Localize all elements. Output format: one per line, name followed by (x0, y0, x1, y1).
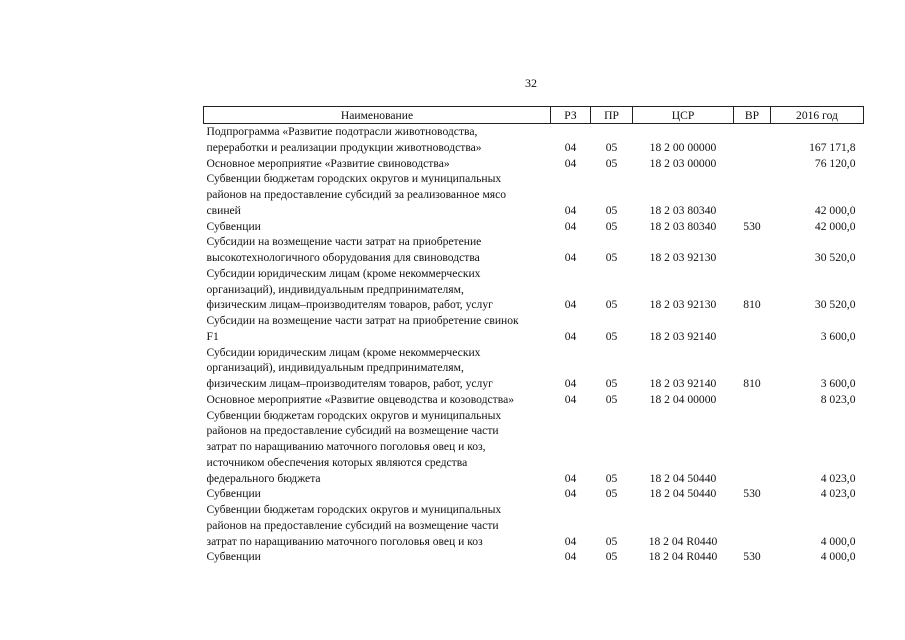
row-rz: 04 (564, 534, 577, 548)
row-name-line: физическим лицам–производителям товаров, работ, услуг (206, 377, 493, 390)
header-csr: ЦСР (633, 107, 734, 124)
row-amount: 3 600,0 (820, 377, 856, 390)
row-vr (734, 156, 771, 172)
row-csr: 18 2 04 50440 (649, 487, 717, 501)
row-vr: 530 (743, 550, 761, 564)
header-year: 2016 год (771, 107, 864, 124)
header-rz: РЗ (551, 107, 591, 124)
row-name-line: Основное мероприятие «Развитие овцеводства и козоводства» (206, 392, 515, 406)
row-name (204, 171, 551, 218)
row-pr: 05 (605, 471, 618, 485)
row-vr (734, 408, 771, 487)
row-name-line: Субсидии юридическим лицам (кроме некоммерческих (206, 266, 481, 280)
row-name-line: свиней (206, 203, 241, 217)
row-csr: 18 2 03 92140 (649, 377, 717, 390)
table-row (204, 234, 864, 266)
row-vr: 810 (743, 377, 761, 390)
row-amount: 4 000,0 (820, 550, 856, 564)
table-row (204, 266, 864, 313)
row-csr: 18 2 00 00000 (649, 140, 717, 154)
row-name-line: F1 (206, 329, 219, 343)
row-amount: 167 171,8 (809, 140, 856, 154)
row-amount: 4 023,0 (820, 471, 856, 485)
row-name (204, 392, 551, 408)
row-amount: 30 520,0 (814, 251, 856, 264)
row-name (204, 234, 551, 266)
row-name (204, 345, 551, 392)
row-vr (734, 502, 771, 549)
row-pr: 05 (605, 377, 618, 390)
row-rz: 04 (564, 329, 577, 343)
table-row (204, 219, 864, 235)
row-pr: 05 (605, 550, 618, 564)
table-row (204, 345, 864, 392)
row-csr: 18 2 03 80340 (649, 219, 717, 233)
row-name-line: Субвенции (206, 487, 261, 501)
row-csr: 18 2 03 92130 (649, 251, 717, 264)
table-body (204, 124, 864, 566)
row-name-line: физическим лицам–производителям товаров, работ, услуг (206, 298, 493, 312)
row-name-line: Субсидии на возмещение части затрат на приобретение (206, 235, 482, 249)
row-name-line: высокотехнологичного оборудования для свиноводства (206, 251, 480, 264)
row-name-line: организаций), индивидуальным предпринимателям, (206, 361, 464, 375)
row-name-line: Субсидии юридическим лицам (кроме некоммерческих (206, 345, 481, 359)
row-csr: 18 2 03 92130 (649, 298, 717, 312)
row-name (204, 408, 551, 487)
row-csr: 18 2 03 92140 (649, 329, 717, 343)
row-csr: 18 2 04 R0440 (648, 534, 718, 548)
row-rz: 04 (564, 392, 577, 406)
row-name-line: районов на предоставление субсидий на возмещение части (206, 424, 499, 438)
row-name (204, 124, 551, 156)
row-vr (734, 124, 771, 156)
table-row (204, 392, 864, 408)
row-name (204, 219, 551, 235)
row-amount: 4 000,0 (820, 534, 856, 548)
row-csr: 18 2 04 00000 (649, 392, 717, 406)
row-rz: 04 (564, 219, 577, 233)
row-name (204, 486, 551, 502)
row-name (204, 156, 551, 172)
row-amount: 8 023,0 (820, 392, 856, 406)
row-rz: 04 (564, 203, 577, 217)
row-csr: 18 2 04 50440 (649, 471, 717, 485)
table-row (204, 408, 864, 487)
row-pr: 05 (605, 534, 618, 548)
table-header-row (204, 107, 864, 124)
row-pr: 05 (605, 219, 618, 233)
table-row (204, 156, 864, 172)
row-name-line: федерального бюджета (206, 471, 321, 485)
row-name-line: Субвенции бюджетам городских округов и муниципальных (206, 408, 502, 422)
row-csr: 18 2 03 00000 (649, 156, 717, 170)
row-name (204, 549, 551, 565)
row-vr: 810 (743, 298, 761, 312)
row-amount: 42 000,0 (814, 219, 856, 233)
row-pr: 05 (605, 487, 618, 501)
row-name (204, 502, 551, 549)
row-name (204, 313, 551, 345)
row-pr: 05 (605, 140, 618, 154)
row-pr: 05 (605, 203, 618, 217)
row-name-line: организаций), индивидуальным предпринимателям, (206, 282, 464, 296)
row-vr (734, 234, 771, 266)
row-name-line: Субвенции (206, 219, 261, 233)
row-name-line: Подпрограмма «Развитие подотрасли животноводства, (206, 125, 478, 138)
header-vr: ВР (734, 107, 771, 124)
table-row (204, 124, 864, 156)
table-row (204, 502, 864, 549)
row-vr: 530 (743, 219, 761, 233)
row-pr: 05 (605, 392, 618, 406)
row-rz: 04 (564, 550, 577, 564)
table-row (204, 171, 864, 218)
row-name-line: Субвенции (206, 550, 261, 564)
row-amount: 42 000,0 (814, 203, 856, 217)
row-csr: 18 2 03 80340 (649, 203, 717, 217)
row-amount: 30 520,0 (814, 298, 856, 312)
row-pr: 05 (605, 251, 618, 264)
row-name-line: источником обеспечения которых являются средства (206, 455, 468, 469)
row-vr: 530 (743, 487, 761, 501)
row-name (204, 266, 551, 313)
row-name-line: Основное мероприятие «Развитие свиноводства» (206, 156, 450, 170)
row-rz: 04 (564, 487, 577, 501)
row-rz: 04 (564, 377, 577, 390)
row-name-line: затрат по наращиванию маточного поголовья овец и коз (206, 534, 483, 548)
row-name-line: переработки и реализации продукции животноводства» (206, 140, 482, 154)
table-row (204, 313, 864, 345)
row-name-line: Субвенции бюджетам городских округов и муниципальных (206, 172, 502, 186)
row-vr (734, 313, 771, 345)
row-pr: 05 (605, 298, 618, 312)
row-amount: 4 023,0 (820, 487, 856, 501)
page-number: 32 (525, 76, 537, 90)
row-name-line: Субвенции бюджетам городских округов и муниципальных (206, 503, 502, 516)
row-amount: 3 600,0 (820, 329, 856, 343)
row-pr: 05 (605, 329, 618, 343)
row-amount: 76 120,0 (814, 156, 856, 170)
row-rz: 04 (564, 298, 577, 312)
row-pr: 05 (605, 156, 618, 170)
budget-table (203, 106, 864, 565)
row-name-line: Субсидии на возмещение части затрат на приобретение свинок (206, 314, 519, 327)
row-csr: 18 2 04 R0440 (648, 550, 718, 564)
row-name-line: районов на предоставление субсидий за реализованное мясо (206, 188, 507, 201)
row-rz: 04 (564, 156, 577, 170)
row-vr (734, 171, 771, 218)
header-pr: ПР (591, 107, 633, 124)
table-row (204, 549, 864, 565)
row-name-line: затрат по наращиванию маточного поголовья овец и коз, (206, 440, 486, 453)
table-row (204, 486, 864, 502)
row-rz: 04 (564, 471, 577, 485)
row-name-line: районов на предоставление субсидий на возмещение части (206, 518, 499, 532)
row-rz: 04 (564, 140, 577, 154)
header-name: Наименование (204, 107, 551, 124)
row-vr (734, 392, 771, 408)
row-rz: 04 (564, 251, 577, 264)
